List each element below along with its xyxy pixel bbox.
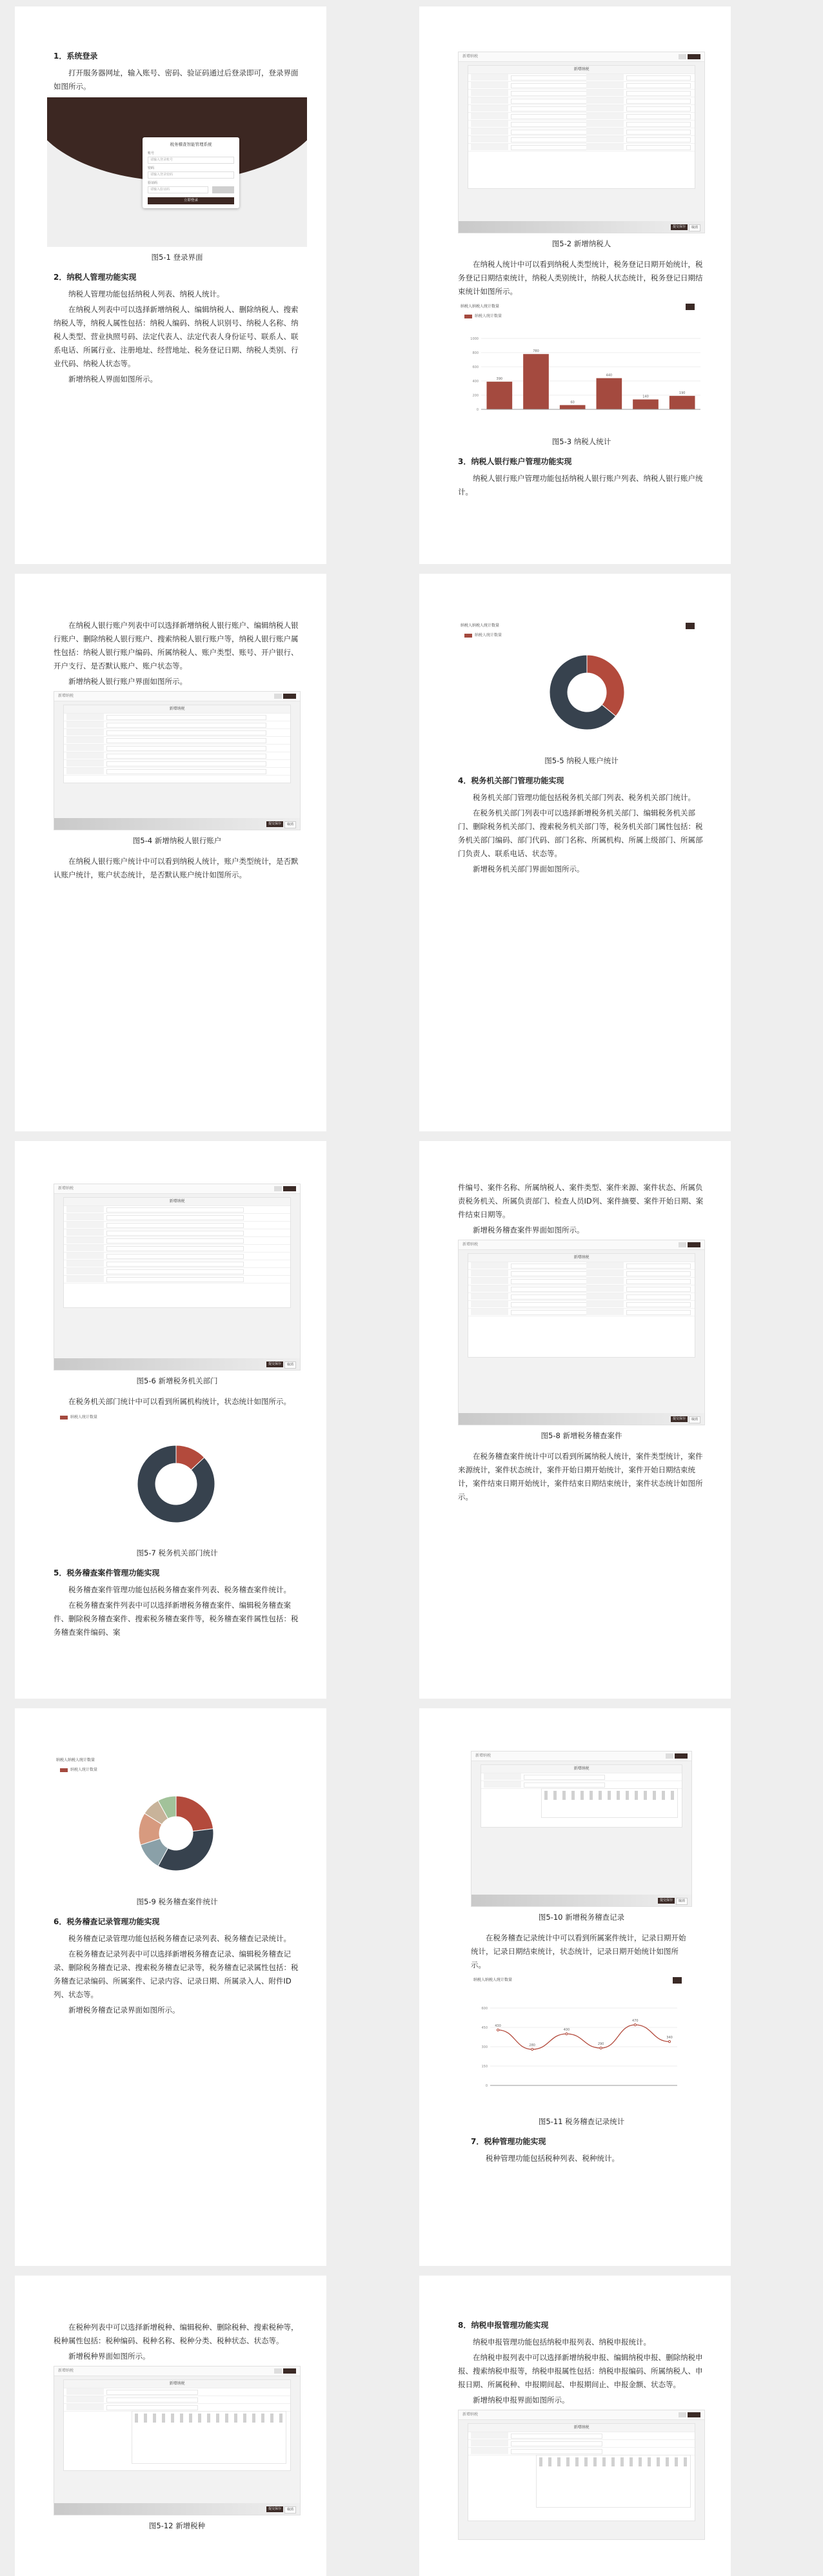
rich-text-editor[interactable]	[541, 1788, 678, 1818]
login-title: 税务稽查智能管理系统	[170, 142, 212, 147]
form-panel	[468, 2423, 695, 2521]
donut-slice	[587, 655, 624, 716]
section-heading: 5．税务稽查案件管理功能实现	[54, 1568, 160, 1577]
section-heading: 1．系统登录	[54, 52, 98, 61]
paragraph: 在税务稽查案件统计中可以看到所属纳税人统计，案件类型统计，案件来源统计，案件状态统计，案件开始日期开始统计，案件开始日期结束统计，案件结束日期开始统计，案件结束日期结束统计，案件状态统计如图所示。	[458, 1452, 703, 1501]
form-title: 新增纳税	[468, 66, 695, 74]
form-panel	[63, 2379, 291, 2471]
form-panel	[63, 1197, 291, 1308]
figure-caption: 图5-10 新增税务稽查记录	[538, 1913, 625, 1922]
form-panel	[468, 65, 695, 189]
section-heading: 2．纳税人管理功能实现	[54, 273, 137, 282]
form-title: 新增纳税	[481, 1765, 682, 1773]
paragraph: 在税种列表中可以选择新增税种、编辑税种、删除税种、搜索税种等，税种属性包括：税种编码、税种名称、税种分类、税种状态、状态等。	[54, 2323, 299, 2345]
bar-value-label: 390	[496, 377, 503, 382]
bar	[560, 405, 586, 409]
form-screenshot	[458, 2410, 705, 2540]
form-title: 新增纳税	[64, 705, 290, 714]
donut-slice	[176, 1796, 213, 1831]
y-tick-label: 450	[481, 2026, 488, 2030]
section-heading: 4．税务机关部门管理功能实现	[458, 776, 564, 785]
paragraph: 在税务稽查案件列表中可以选择新增税务稽查案件、编辑税务稽查案件、删除税务稽查案件、搜索税务稽查案件等，税务稽查案件属性包括：税务稽查案件编码、案	[54, 1601, 299, 1637]
cancel-button[interactable]: 取消	[689, 224, 700, 231]
cancel-button[interactable]: 取消	[676, 1898, 688, 1905]
form-footer	[54, 818, 300, 830]
paragraph: 新增纳税人银行账户界面如图所示。	[68, 677, 187, 686]
paragraph: 新增税务稽查案件界面如图所示。	[473, 1225, 584, 1234]
login-captcha-input[interactable]: 请输入验证码	[148, 186, 208, 193]
form-screenshot	[471, 1751, 692, 1907]
figure-caption: 图5-4 新增纳税人银行账户	[132, 836, 222, 845]
data-point	[600, 2047, 602, 2049]
form-topbar: 新增纳税	[54, 2366, 300, 2376]
figure-caption: 图5-7 税务机关部门统计	[136, 1548, 218, 1557]
paragraph: 新增纳税申报界面如图所示。	[473, 2395, 570, 2405]
y-tick-label: 800	[472, 351, 479, 355]
paragraph: 新增税种界面如图所示。	[68, 2352, 150, 2361]
section-heading: 6．税务稽查记录管理功能实现	[54, 1917, 160, 1926]
y-tick-label: 200	[472, 394, 479, 398]
bar-value-label: 60	[570, 400, 575, 405]
bar-chart-screenshot	[458, 302, 705, 431]
data-point	[497, 2029, 499, 2031]
cancel-button[interactable]: 取消	[284, 1361, 296, 1369]
form-topbar: 新增纳税	[54, 1184, 300, 1194]
login-card	[143, 137, 239, 208]
chart-filter-bar: 纳税人纳税人统计数量	[458, 621, 705, 630]
bar-value-label: 190	[679, 391, 686, 396]
document-page	[15, 6, 326, 564]
document-page	[15, 574, 326, 1131]
figure-caption: 图5-9 税务稽查案件统计	[136, 1897, 218, 1906]
y-tick-label: 150	[481, 2065, 488, 2069]
form-footer	[54, 2503, 300, 2515]
y-tick-label: 0	[485, 2084, 488, 2088]
search-button[interactable]	[686, 304, 695, 310]
rich-text-editor[interactable]	[132, 2411, 286, 2464]
login-field-label: 密码	[148, 166, 155, 170]
document-page	[15, 2276, 326, 2576]
cancel-button[interactable]: 取消	[689, 1416, 700, 1423]
data-point	[668, 2040, 670, 2042]
login-screenshot	[47, 97, 307, 247]
form-screenshot	[458, 1240, 705, 1425]
paragraph: 税种管理功能包括税种列表、税种统计。	[486, 2154, 619, 2163]
document-page	[419, 2276, 731, 2576]
bar	[669, 396, 695, 409]
paragraph: 在纳税人列表中可以选择新增纳税人、编辑纳税人、删除纳税人、搜索纳税人等，纳税人属性包括：纳税人编码、纳税人识别号、纳税人名称、纳税人类型、营业执照号码、法定代表人、法定代表人身份证号、联系人、联系电话、所属行业、注册地址、经营地址、税务登记日期、纳税人类别、行业代码、纳税人状态等。	[54, 305, 299, 368]
data-point	[634, 2024, 636, 2025]
figure-caption: 图5-6 新增税务机关部门	[136, 1376, 218, 1385]
chart-legend: 纳税人统计数量	[60, 1766, 301, 1772]
paragraph: 在税务稽查记录列表中可以选择新增税务稽查记录、编辑税务稽查记录、删除税务稽查记录、搜索税务稽查记录等，税务稽查记录属性包括：税务稽查记录编码、所属案件、记录内容、记录日期、所属录入人、附件ID列、状态等。	[54, 1949, 299, 1999]
chart-filter-bar: 纳税人纳税人统计数量	[471, 1976, 692, 1985]
document-page	[419, 574, 731, 1131]
rich-text-editor[interactable]	[536, 2455, 691, 2508]
search-button[interactable]	[686, 623, 695, 629]
paragraph: 在纳税申报列表中可以选择新增纳税申报、编辑纳税申报、删除纳税申报、搜索纳税申报等，纳税申报属性包括：纳税申报编码、所属纳税人、申报日期、所属税种、申报期间起、申报期间止、申报金额、状态等。	[458, 2353, 703, 2389]
bar	[633, 400, 659, 409]
form-title: 新增纳税	[468, 2424, 695, 2432]
submit-button[interactable]: 提交保存	[266, 821, 283, 827]
data-point	[566, 2033, 568, 2034]
submit-button[interactable]: 提交保存	[658, 1898, 675, 1904]
figure-caption: 图5-8 新增税务稽查案件	[540, 1431, 622, 1440]
paragraph: 件编号、案件名称、所属纳税人、案件类型、案件来源、案件状态、所属负责税务机关、所属负责部门、检查人员ID列、案件摘要、案件开始日期、案件结束日期等。	[458, 1183, 704, 1219]
bar-chart	[458, 326, 716, 429]
login-button[interactable]: 立即登录	[148, 197, 234, 204]
paragraph: 新增税务机关部门界面如图所示。	[473, 864, 584, 873]
figure-caption: 图5-1 登录界面	[151, 253, 203, 262]
cancel-button[interactable]: 取消	[284, 2506, 296, 2513]
captcha-image[interactable]	[212, 186, 234, 193]
donut-chart	[54, 1429, 299, 1539]
search-button[interactable]	[673, 1977, 682, 1984]
line-chart-screenshot	[471, 1976, 692, 2111]
bar-value-label: 140	[642, 395, 649, 399]
bar	[523, 354, 549, 409]
form-screenshot	[458, 52, 705, 233]
paragraph: 纳税申报管理功能包括纳税申报列表、纳税申报统计。	[473, 2337, 651, 2347]
form-screenshot	[54, 1184, 301, 1371]
figure-caption: 图5-2 新增纳税人	[551, 239, 611, 248]
login-field-label: 验证码	[148, 181, 158, 185]
donut-chart-screenshot	[54, 1414, 301, 1543]
paragraph: 在税务稽查记录统计中可以看到所属案件统计，记录日期开始统计，记录日期结束统计，状态统计，记录日期开始统计如图所示。	[471, 1933, 686, 1969]
chart-legend: 纳税人统计数量	[464, 313, 705, 318]
document-page	[419, 1141, 731, 1699]
figure-caption: 图5-11 税务稽查记录统计	[538, 2117, 625, 2126]
y-tick-label: 400	[472, 380, 479, 384]
document-page	[419, 6, 731, 564]
bar	[597, 378, 622, 409]
form-panel	[63, 705, 291, 783]
paragraph: 在税务机关部门列表中可以选择新增税务机关部门、编辑税务机关部门、删除税务机关部门、搜索税务机关部门等，税务机关部门属性包括：税务机关部门编码、部门代码、部门名称、所属机构、所属上级部门、所属部门负责人、联系电话、状态等。	[458, 808, 703, 858]
submit-button[interactable]: 提交保存	[671, 224, 688, 230]
cancel-button[interactable]: 取消	[284, 821, 296, 828]
paragraph: 税务稽查记录管理功能包括税务稽查记录列表、税务稽查记录统计。	[68, 1934, 291, 1943]
form-panel	[468, 1253, 695, 1358]
point-value-label: 470	[632, 2019, 639, 2023]
chart-legend: 纳税人统计数量	[464, 632, 705, 638]
point-value-label: 280	[529, 2044, 535, 2047]
bar	[487, 382, 513, 409]
form-topbar: 新增纳税	[54, 692, 300, 701]
y-tick-label: 600	[481, 2007, 488, 2011]
form-topbar: 新增纳税	[459, 2410, 704, 2420]
paragraph: 在纳税人银行账户列表中可以选择新增纳税人银行账户、编辑纳税人银行账户、删除纳税人银行账户、搜索纳税人银行账户等，纳税人银行账户属性包括：纳税人银行账户编码、所属纳税人、账户类型、账号、开户银行、开户支行、是否默认账户、账户状态等。	[54, 621, 299, 670]
figure-caption: 图5-12 新增税种	[148, 2521, 206, 2530]
point-value-label: 340	[666, 2036, 673, 2040]
chart-filter-bar: 纳税人纳税人统计数量	[56, 1758, 95, 1762]
section-heading: 8．纳税申报管理功能实现	[458, 2321, 549, 2330]
login-field-label: 账号	[148, 151, 155, 155]
submit-button[interactable]: 提交保存	[671, 1416, 688, 1422]
form-panel	[481, 1764, 682, 1828]
form-footer	[459, 221, 704, 233]
donut-chart	[458, 641, 716, 750]
section-heading: 3．纳税人银行账户管理功能实现	[458, 457, 572, 466]
donut-chart-screenshot	[458, 621, 705, 750]
paragraph: 打开服务器网址，输入账号、密码、验证码通过后登录即可，登录界面如图所示。	[54, 68, 299, 91]
data-point	[531, 2048, 533, 2050]
paragraph: 新增税务稽查记录界面如图所示。	[68, 2005, 180, 2015]
paragraph: 纳税人银行账户管理功能包括纳税人银行账户列表、纳税人银行账户统计。	[458, 474, 703, 496]
form-topbar: 新增纳税	[459, 52, 704, 62]
donut-chart	[54, 1775, 299, 1891]
paragraph: 纳税人管理功能包括纳税人列表、纳税人统计。	[68, 289, 224, 298]
y-tick-label: 1000	[470, 337, 479, 341]
section-heading: 7．税种管理功能实现	[471, 2137, 546, 2146]
paragraph: 在税务机关部门统计中可以看到所属机构统计，状态统计如图所示。	[68, 1397, 291, 1406]
document-page	[15, 1708, 326, 2266]
figure-caption: 图5-5 纳税人账户统计	[544, 756, 619, 765]
paragraph: 新增纳税人界面如图所示。	[68, 375, 157, 384]
paragraph: 税务机关部门管理功能包括税务机关部门列表、税务机关部门统计。	[473, 793, 695, 802]
bar-value-label: 440	[606, 373, 613, 378]
paragraph: 在纳税人银行账户统计中可以看到纳税人统计，账户类型统计，是否默认账户统计，账户状态统计，是否默认账户统计如图所示。	[54, 857, 299, 879]
series-line	[498, 2025, 669, 2049]
form-title: 新增纳税	[64, 2380, 290, 2388]
paragraph: 税务稽查案件管理功能包括税务稽查案件列表、税务稽查案件统计。	[68, 1585, 291, 1594]
point-value-label: 430	[495, 2024, 501, 2028]
document-page	[15, 1141, 326, 1699]
y-tick-label: 300	[481, 2045, 488, 2049]
chart-legend: 纳税人统计数量	[60, 1414, 301, 1420]
paragraph: 在纳税人统计中可以看到纳税人类型统计，税务登记日期开始统计，税务登记日期结束统计，纳税人类别统计，纳税人状态统计，税务登记日期结束统计如图所示。	[458, 260, 703, 296]
bar-value-label: 780	[533, 349, 539, 354]
y-tick-label: 600	[472, 366, 479, 369]
line-chart	[471, 1989, 690, 2105]
form-title: 新增纳税	[468, 1254, 695, 1262]
form-footer	[459, 1413, 704, 1425]
figure-caption: 图5-3 纳税人统计	[551, 437, 611, 446]
point-value-label: 400	[563, 2028, 570, 2032]
form-topbar: 新增纳税	[459, 1240, 704, 1250]
donut-chart-screenshot	[54, 1756, 301, 1891]
point-value-label: 290	[597, 2042, 604, 2046]
form-title: 新增纳税	[64, 1198, 290, 1206]
form-footer	[54, 1358, 300, 1370]
login-password-input[interactable]: 请输入登录密码	[148, 171, 234, 179]
y-tick-label: 0	[476, 408, 479, 412]
form-screenshot	[54, 2366, 301, 2515]
form-footer	[471, 1895, 691, 1906]
form-screenshot	[54, 691, 301, 830]
form-topbar: 新增纳税	[471, 1751, 691, 1761]
login-account-input[interactable]: 请输入登录账号	[148, 157, 234, 164]
submit-button[interactable]: 提交保存	[266, 2506, 283, 2512]
chart-filter-bar: 纳税人纳税人统计数量	[458, 302, 705, 311]
document-page	[419, 1708, 731, 2266]
submit-button[interactable]: 提交保存	[266, 1361, 283, 1367]
